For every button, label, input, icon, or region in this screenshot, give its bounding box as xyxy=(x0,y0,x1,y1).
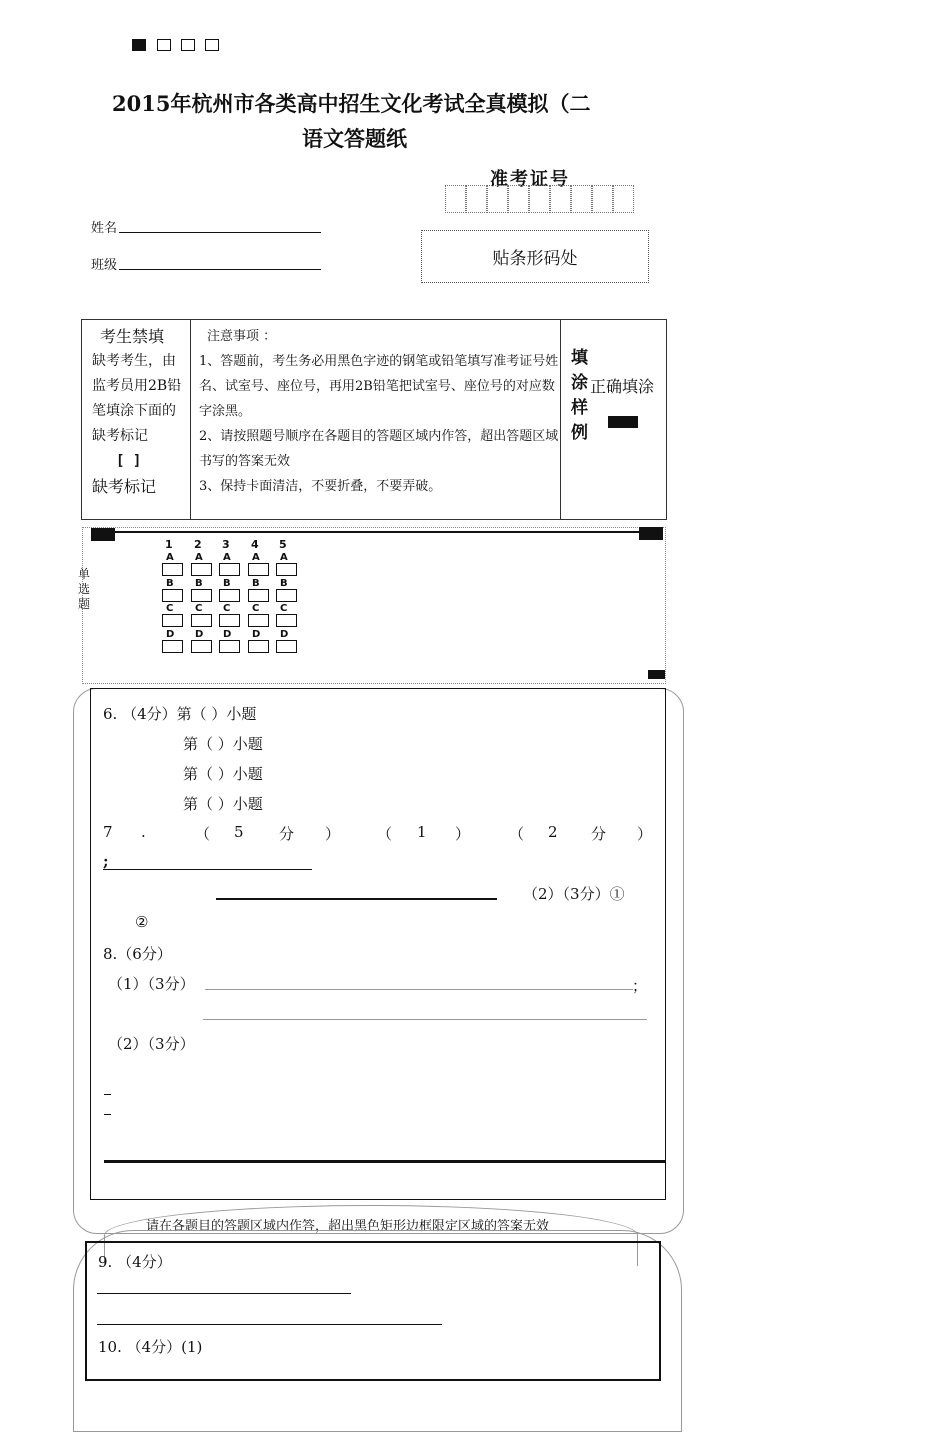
q7-heading-char: 5 xyxy=(234,823,244,841)
q8-heading: 8.（6分） xyxy=(103,945,172,963)
sample-label: 正确填涂 xyxy=(590,377,655,396)
answer-bubble[interactable] xyxy=(276,614,297,627)
square-icon xyxy=(205,39,219,51)
q8-semicolon: ； xyxy=(632,977,648,995)
q7-part2: （2）（3分）① xyxy=(523,885,625,903)
q7-heading-char: ） xyxy=(637,825,653,843)
q10-heading: 10. （4分）(1) xyxy=(98,1338,203,1356)
barcode-area xyxy=(421,230,649,283)
divider xyxy=(107,531,647,533)
answer-bubble[interactable] xyxy=(191,614,212,627)
q9-answer-line[interactable] xyxy=(97,1293,351,1294)
answer-bubble[interactable] xyxy=(248,640,269,653)
q6-line: 第（ ）小题 xyxy=(183,735,263,753)
name-field[interactable] xyxy=(119,218,321,233)
dash-mark xyxy=(104,1094,111,1095)
option-letter: B xyxy=(280,577,288,589)
answer-bubble[interactable] xyxy=(162,563,183,576)
answer-bubble[interactable] xyxy=(162,589,183,602)
square-icon xyxy=(181,39,195,51)
q6-line: 第（ ）小题 xyxy=(183,795,263,813)
name-label: 姓名 xyxy=(91,221,118,236)
question-number: 5 xyxy=(279,538,287,551)
q7-heading-char: ） xyxy=(455,825,471,843)
absent-title: 考生禁填 xyxy=(100,327,165,346)
option-letter: D xyxy=(280,628,289,640)
q7-answer-line[interactable] xyxy=(103,853,312,870)
q7-heading-char: ） xyxy=(325,825,341,843)
notes-title: 注意事项 ： xyxy=(207,329,277,344)
answer-bubble[interactable] xyxy=(191,589,212,602)
answer-bubble[interactable] xyxy=(276,640,297,653)
q7-heading-char: 7 xyxy=(103,823,113,841)
barcode-label: 贴条形码处 xyxy=(492,249,578,269)
option-letter: C xyxy=(166,603,174,614)
answer-bubble[interactable] xyxy=(219,614,240,627)
note-1: 1、答题前，考生务必用黑色字迹的钢笔或铅笔填写准考证号姓名、试室号、座位号，再用2B铅笔把试室号、座位号的对应数字涂黑。 xyxy=(199,354,559,419)
option-letter: B xyxy=(166,577,174,589)
answer-bubble[interactable] xyxy=(248,589,269,602)
q8-answer-line[interactable] xyxy=(203,1019,647,1020)
page-subtitle: 语文答题纸 xyxy=(302,126,407,151)
sample-title: 填 涂 样 例 xyxy=(571,348,588,443)
option-letter: C xyxy=(252,603,260,614)
answer-bubble[interactable] xyxy=(219,640,240,653)
q7-semicolon: ; xyxy=(103,852,109,870)
q7-answer-line[interactable] xyxy=(216,898,497,900)
answer-bubble[interactable] xyxy=(219,589,240,602)
q9-heading: 9. （4分） xyxy=(98,1253,172,1271)
answer-bubble[interactable] xyxy=(276,589,297,602)
question-number: 4 xyxy=(251,538,259,551)
question-number: 2 xyxy=(194,538,202,551)
option-letter: A xyxy=(252,552,260,563)
instructions-table xyxy=(81,319,667,520)
class-field[interactable] xyxy=(119,255,321,270)
q8-answer-line[interactable] xyxy=(205,989,633,990)
absent-mark-label: 缺考标记 xyxy=(92,477,157,496)
q7-circle2: ② xyxy=(135,913,149,931)
answer-bubble[interactable] xyxy=(248,614,269,627)
q7-heading-char: （ xyxy=(195,825,211,843)
answer-area-notice: 请在各题目的答题区域内作答，超出黑色矩形边框限定区域的答案无效 xyxy=(146,1219,550,1234)
absent-column xyxy=(92,324,184,499)
answer-bubble[interactable] xyxy=(162,614,183,627)
note-2: 2、请按照题号顺序在各题目的答题区域内作答，超出答题区域书写的答案无效 xyxy=(199,429,559,469)
single-choice-label: 单 选 题 xyxy=(78,567,91,611)
answer-bubble[interactable] xyxy=(162,640,183,653)
q7-heading-char: . xyxy=(141,823,146,841)
filled-sample-mark xyxy=(608,416,638,428)
absent-instruction: 缺考考生，由监考员用2B铅笔填涂下面的缺考标记 xyxy=(92,353,182,444)
q6-line: 第（ ）小题 xyxy=(183,765,263,783)
alignment-mark xyxy=(91,528,115,541)
filled-square-icon xyxy=(132,39,146,51)
q7-heading-char: （ xyxy=(509,825,525,843)
option-letter: B xyxy=(223,577,231,589)
option-letter: A xyxy=(166,552,174,563)
answer-box-6-8[interactable] xyxy=(90,688,666,1200)
q9-answer-line[interactable] xyxy=(97,1324,442,1325)
option-letter: B xyxy=(195,577,203,589)
question-number: 3 xyxy=(222,538,230,551)
answer-bubble[interactable] xyxy=(191,640,212,653)
alignment-mark xyxy=(648,670,665,679)
q7-heading-char: 分 xyxy=(591,825,607,843)
option-letter: C xyxy=(223,603,231,614)
alignment-mark xyxy=(639,527,663,540)
q6-heading: 6. （4分）第（ ）小题 xyxy=(103,705,257,723)
q8-part1: （1）（3分） xyxy=(108,975,195,993)
option-letter: C xyxy=(280,603,288,614)
class-label: 班级 xyxy=(91,258,118,273)
option-letter: C xyxy=(195,603,203,614)
page-title: 2015年杭州市各类高中招生文化考试全真模拟（二 xyxy=(112,91,591,116)
answer-bubble[interactable] xyxy=(248,563,269,576)
answer-bubble[interactable] xyxy=(276,563,297,576)
q7-heading-char: 分 xyxy=(279,825,295,843)
option-letter: D xyxy=(223,628,232,640)
q7-heading-char: 2 xyxy=(548,823,558,841)
option-letter: D xyxy=(252,628,261,640)
note-3: 3、保持卡面清洁，不要折叠，不要弄破。 xyxy=(199,479,442,494)
question-number: 1 xyxy=(165,538,173,551)
dash-mark xyxy=(104,1114,111,1115)
option-letter: B xyxy=(252,577,260,589)
square-icon xyxy=(157,39,171,51)
option-letter: A xyxy=(280,552,288,563)
option-letter: D xyxy=(166,628,175,640)
absent-mark-box[interactable]: [ ] xyxy=(116,453,142,469)
answer-bubble[interactable] xyxy=(219,563,240,576)
exam-number-label: 准考证号 xyxy=(490,169,570,190)
option-letter: D xyxy=(195,628,204,640)
notes-column xyxy=(199,324,559,499)
answer-bubble[interactable] xyxy=(191,563,212,576)
q8-bold-line xyxy=(104,1160,665,1163)
option-letter: A xyxy=(223,552,231,563)
q7-heading-char: 1 xyxy=(417,823,427,841)
q8-part2: （2）（3分） xyxy=(108,1035,195,1053)
option-letter: A xyxy=(195,552,203,563)
q7-heading-char: （ xyxy=(377,825,393,843)
